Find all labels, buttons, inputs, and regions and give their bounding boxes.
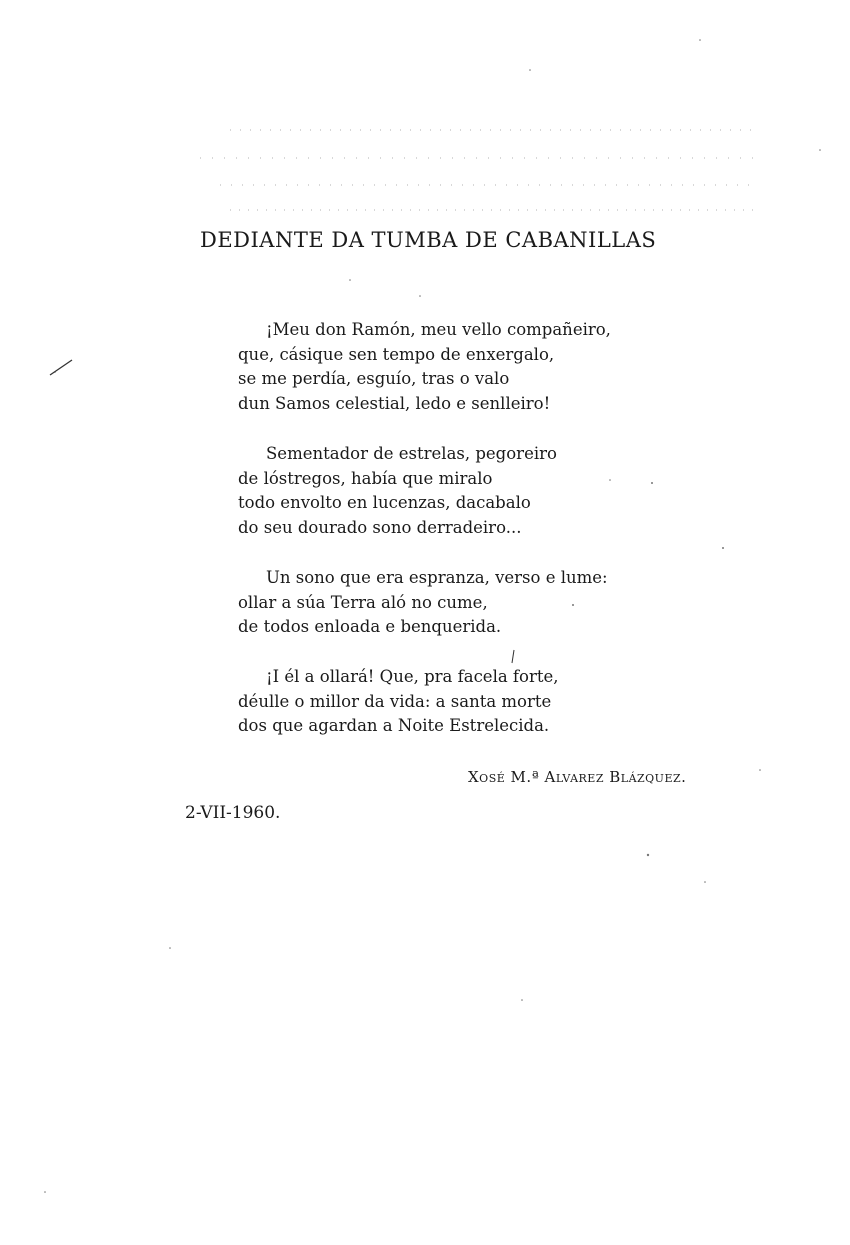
poem-title: DEDIANTE DA TUMBA DE CABANILLAS bbox=[200, 228, 657, 252]
verse-line: de lóstregos, había que miralo bbox=[238, 468, 493, 488]
verse-line: déulle o millor da vida: a santa morte bbox=[238, 691, 552, 711]
verse-line: que, cásique sen tempo de enxergalo, bbox=[238, 344, 555, 364]
verse-line: todo envolto en lucenzas, dacabalo bbox=[238, 493, 531, 512]
stanza-4 bbox=[238, 665, 559, 739]
verse-line: dos que agardan a Noite Estrelecida. bbox=[238, 716, 550, 735]
stanza-1 bbox=[238, 318, 611, 416]
verse-line: Sementador de estrelas, pegoreiro bbox=[266, 444, 557, 463]
verse-line: do seu dourado sono derradeiro... bbox=[238, 517, 522, 537]
verse-line: ¡I él a ollará! Que, pra facela forte, bbox=[266, 667, 559, 686]
verse-line: se me perdía, esguío, tras o valo bbox=[238, 369, 510, 388]
verse-line: ¡Meu don Ramón, meu vello compañeiro, bbox=[266, 320, 611, 339]
stanza-3 bbox=[238, 566, 608, 640]
stanza-2 bbox=[238, 442, 557, 540]
verse-line: ollar a súa Terra aló no cume, bbox=[238, 592, 488, 612]
author-signature: Xosé M.ª Alvarez Blázquez. bbox=[468, 768, 687, 786]
verse-line: de todos enloada e benquerida. bbox=[238, 617, 502, 636]
poem-date: 2-VII-1960. bbox=[185, 803, 281, 823]
verse-line: dun Samos celestial, ledo e senlleiro! bbox=[238, 393, 551, 413]
verse-line: Un sono que era espranza, verso e lume: bbox=[266, 568, 608, 587]
